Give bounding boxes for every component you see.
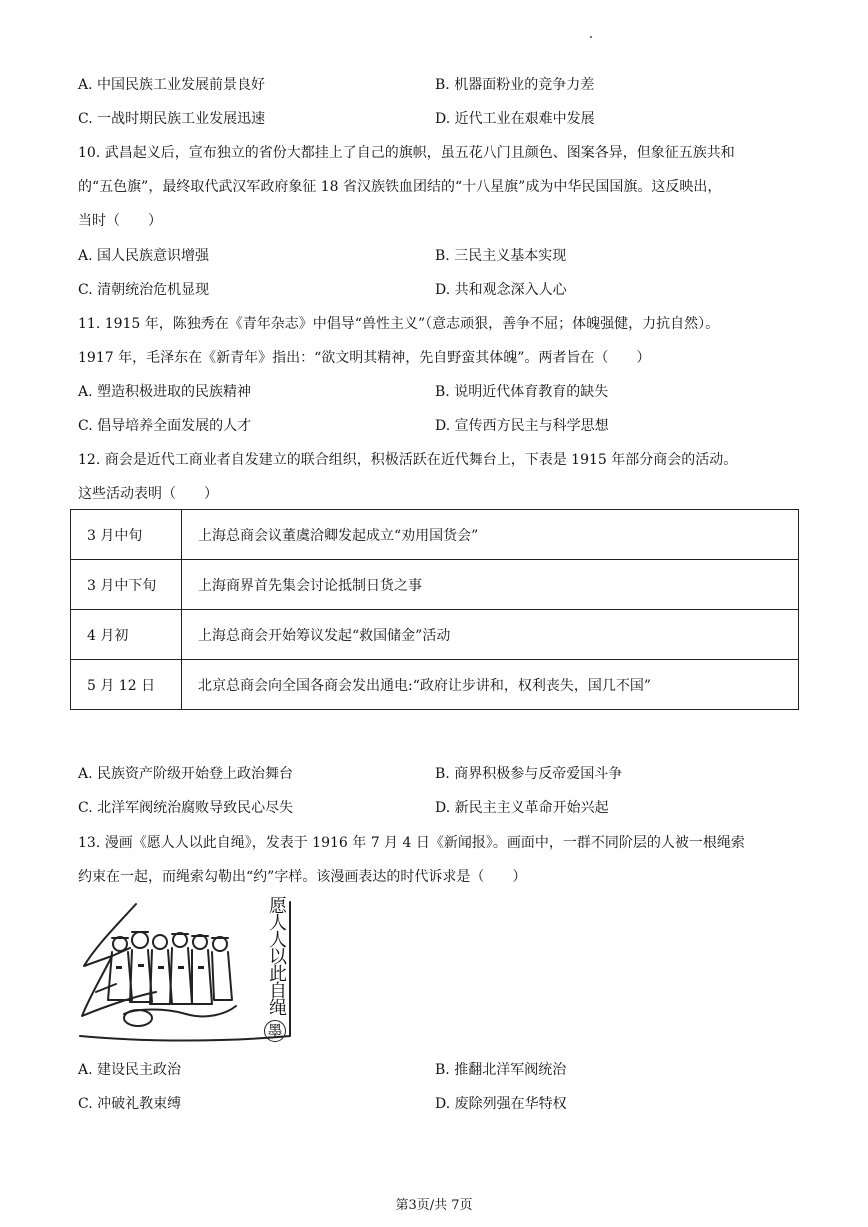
table-cell-event: 上海总商会议董虞洽卿发起成立“劝用国货会” — [182, 510, 799, 560]
q11-option-a[interactable]: A. 塑造积极进取的民族精神 — [78, 384, 252, 400]
q10-stem-line-3: 当时（ ） — [78, 213, 162, 229]
q13-cartoon-image — [76, 896, 298, 1044]
q11-option-c[interactable]: C. 倡导培养全面发展的人才 — [78, 418, 252, 434]
q9-option-a[interactable]: A. 中国民族工业发展前景良好 — [78, 77, 266, 93]
q10-option-b[interactable]: B. 三民主义基本实现 — [435, 248, 567, 264]
table-cell-date: 3 月中旬 — [71, 510, 182, 560]
q10-option-c[interactable]: C. 清朝统治危机显现 — [78, 282, 210, 298]
page-footer: 第3页/共 7页 — [395, 1198, 473, 1213]
caption-char: 绳 — [269, 998, 287, 1019]
q9-option-d[interactable]: D. 近代工业在艰难中发展 — [435, 111, 595, 127]
q12-stem-line-2: 这些活动表明（ ） — [78, 486, 218, 502]
q11-option-b[interactable]: B. 说明近代体育教育的缺失 — [435, 384, 609, 400]
table-row — [71, 560, 799, 610]
table-row — [71, 510, 799, 560]
cartoon-drawing — [76, 896, 298, 1044]
q10-stem-line-2: 的“五色旗”，最终取代武汉军政府象征 18 省汉族铁血团结的“十八星旗”成为中华民国国旗。这反映出， — [78, 179, 722, 195]
caption-char: 愿 — [269, 896, 287, 917]
table-cell-date: 5 月 12 日 — [71, 660, 182, 710]
q12-option-c[interactable]: C. 北洋军阀统治腐败导致民心尽失 — [78, 800, 294, 816]
table-row — [71, 660, 799, 710]
q12-option-a[interactable]: A. 民族资产阶级开始登上政治舞台 — [78, 766, 294, 782]
q11-stem-line-2: 1917 年，毛泽东在《新青年》指出：“欲文明其精神，先自野蛮其体魄”。两者旨在（ ） — [78, 350, 651, 366]
q11-option-d[interactable]: D. 宣传西方民主与科学思想 — [435, 418, 609, 434]
table-cell-event: 上海商界首先集会讨论抵制日货之事 — [182, 560, 799, 610]
cartoon-caption — [266, 898, 290, 1017]
q12-option-b[interactable]: B. 商界积极参与反帝爱国斗争 — [435, 766, 623, 782]
caption-char: 自 — [269, 981, 287, 1002]
q13-option-c[interactable]: C. 冲破礼教束缚 — [78, 1096, 182, 1112]
caption-char: 人 — [269, 913, 287, 934]
caption-char: 人 — [269, 930, 287, 951]
table-cell-date: 4 月初 — [71, 610, 182, 660]
q13-option-d[interactable]: D. 废除列强在华特权 — [435, 1096, 567, 1112]
q10-stem-line-1: 10. 武昌起义后，宣布独立的省份大都挂上了自己的旗帜，虽五花八门且颜色、图案各异，但象征五族共和 — [78, 145, 735, 161]
q13-stem-line-2: 约束在一起，而绳索勾勒出“约”字样。该漫画表达的时代诉求是（ ） — [78, 869, 527, 885]
q10-option-a[interactable]: A. 国人民族意识增强 — [78, 248, 210, 264]
q12-activity-table — [70, 509, 799, 710]
q13-option-a[interactable]: A. 建设民主政治 — [78, 1062, 182, 1078]
table-cell-event: 北京总商会向全国各商会发出通电:“政府让步讲和，权利丧失，国几不国” — [182, 660, 799, 710]
table-cell-event: 上海总商会开始筹议发起“救国储金”活动 — [182, 610, 799, 660]
q12-stem-line-1: 12. 商会是近代工商业者自发建立的联合组织，积极活跃在近代舞台上，下表是 1915 年部分商会的活动。 — [78, 452, 738, 468]
q9-option-c[interactable]: C. 一战时期民族工业发展迅速 — [78, 111, 266, 127]
caption-char: 以 — [269, 947, 287, 968]
table-cell-date: 3 月中下旬 — [71, 560, 182, 610]
cartoon-seal: 墨 — [264, 1020, 286, 1042]
table-row — [71, 610, 799, 660]
q11-stem-line-1: 11. 1915 年，陈独秀在《青年杂志》中倡导“兽性主义”（意志顽狠，善争不屈；体魄强健，力抗自然）。 — [78, 316, 720, 332]
q10-option-d[interactable]: D. 共和观念深入人心 — [435, 282, 567, 298]
scan-speck — [590, 36, 592, 38]
q12-option-d[interactable]: D. 新民主主义革命开始兴起 — [435, 800, 609, 816]
q13-option-b[interactable]: B. 推翻北洋军阀统治 — [435, 1062, 567, 1078]
caption-char: 此 — [269, 964, 287, 985]
q9-option-b[interactable]: B. 机器面粉业的竞争力差 — [435, 77, 595, 93]
q13-stem-line-1: 13. 漫画《愿人人以此自绳》，发表于 1916 年 7 月 4 日《新闻报》。画面中，一群不同阶层的人被一根绳索 — [78, 835, 745, 851]
